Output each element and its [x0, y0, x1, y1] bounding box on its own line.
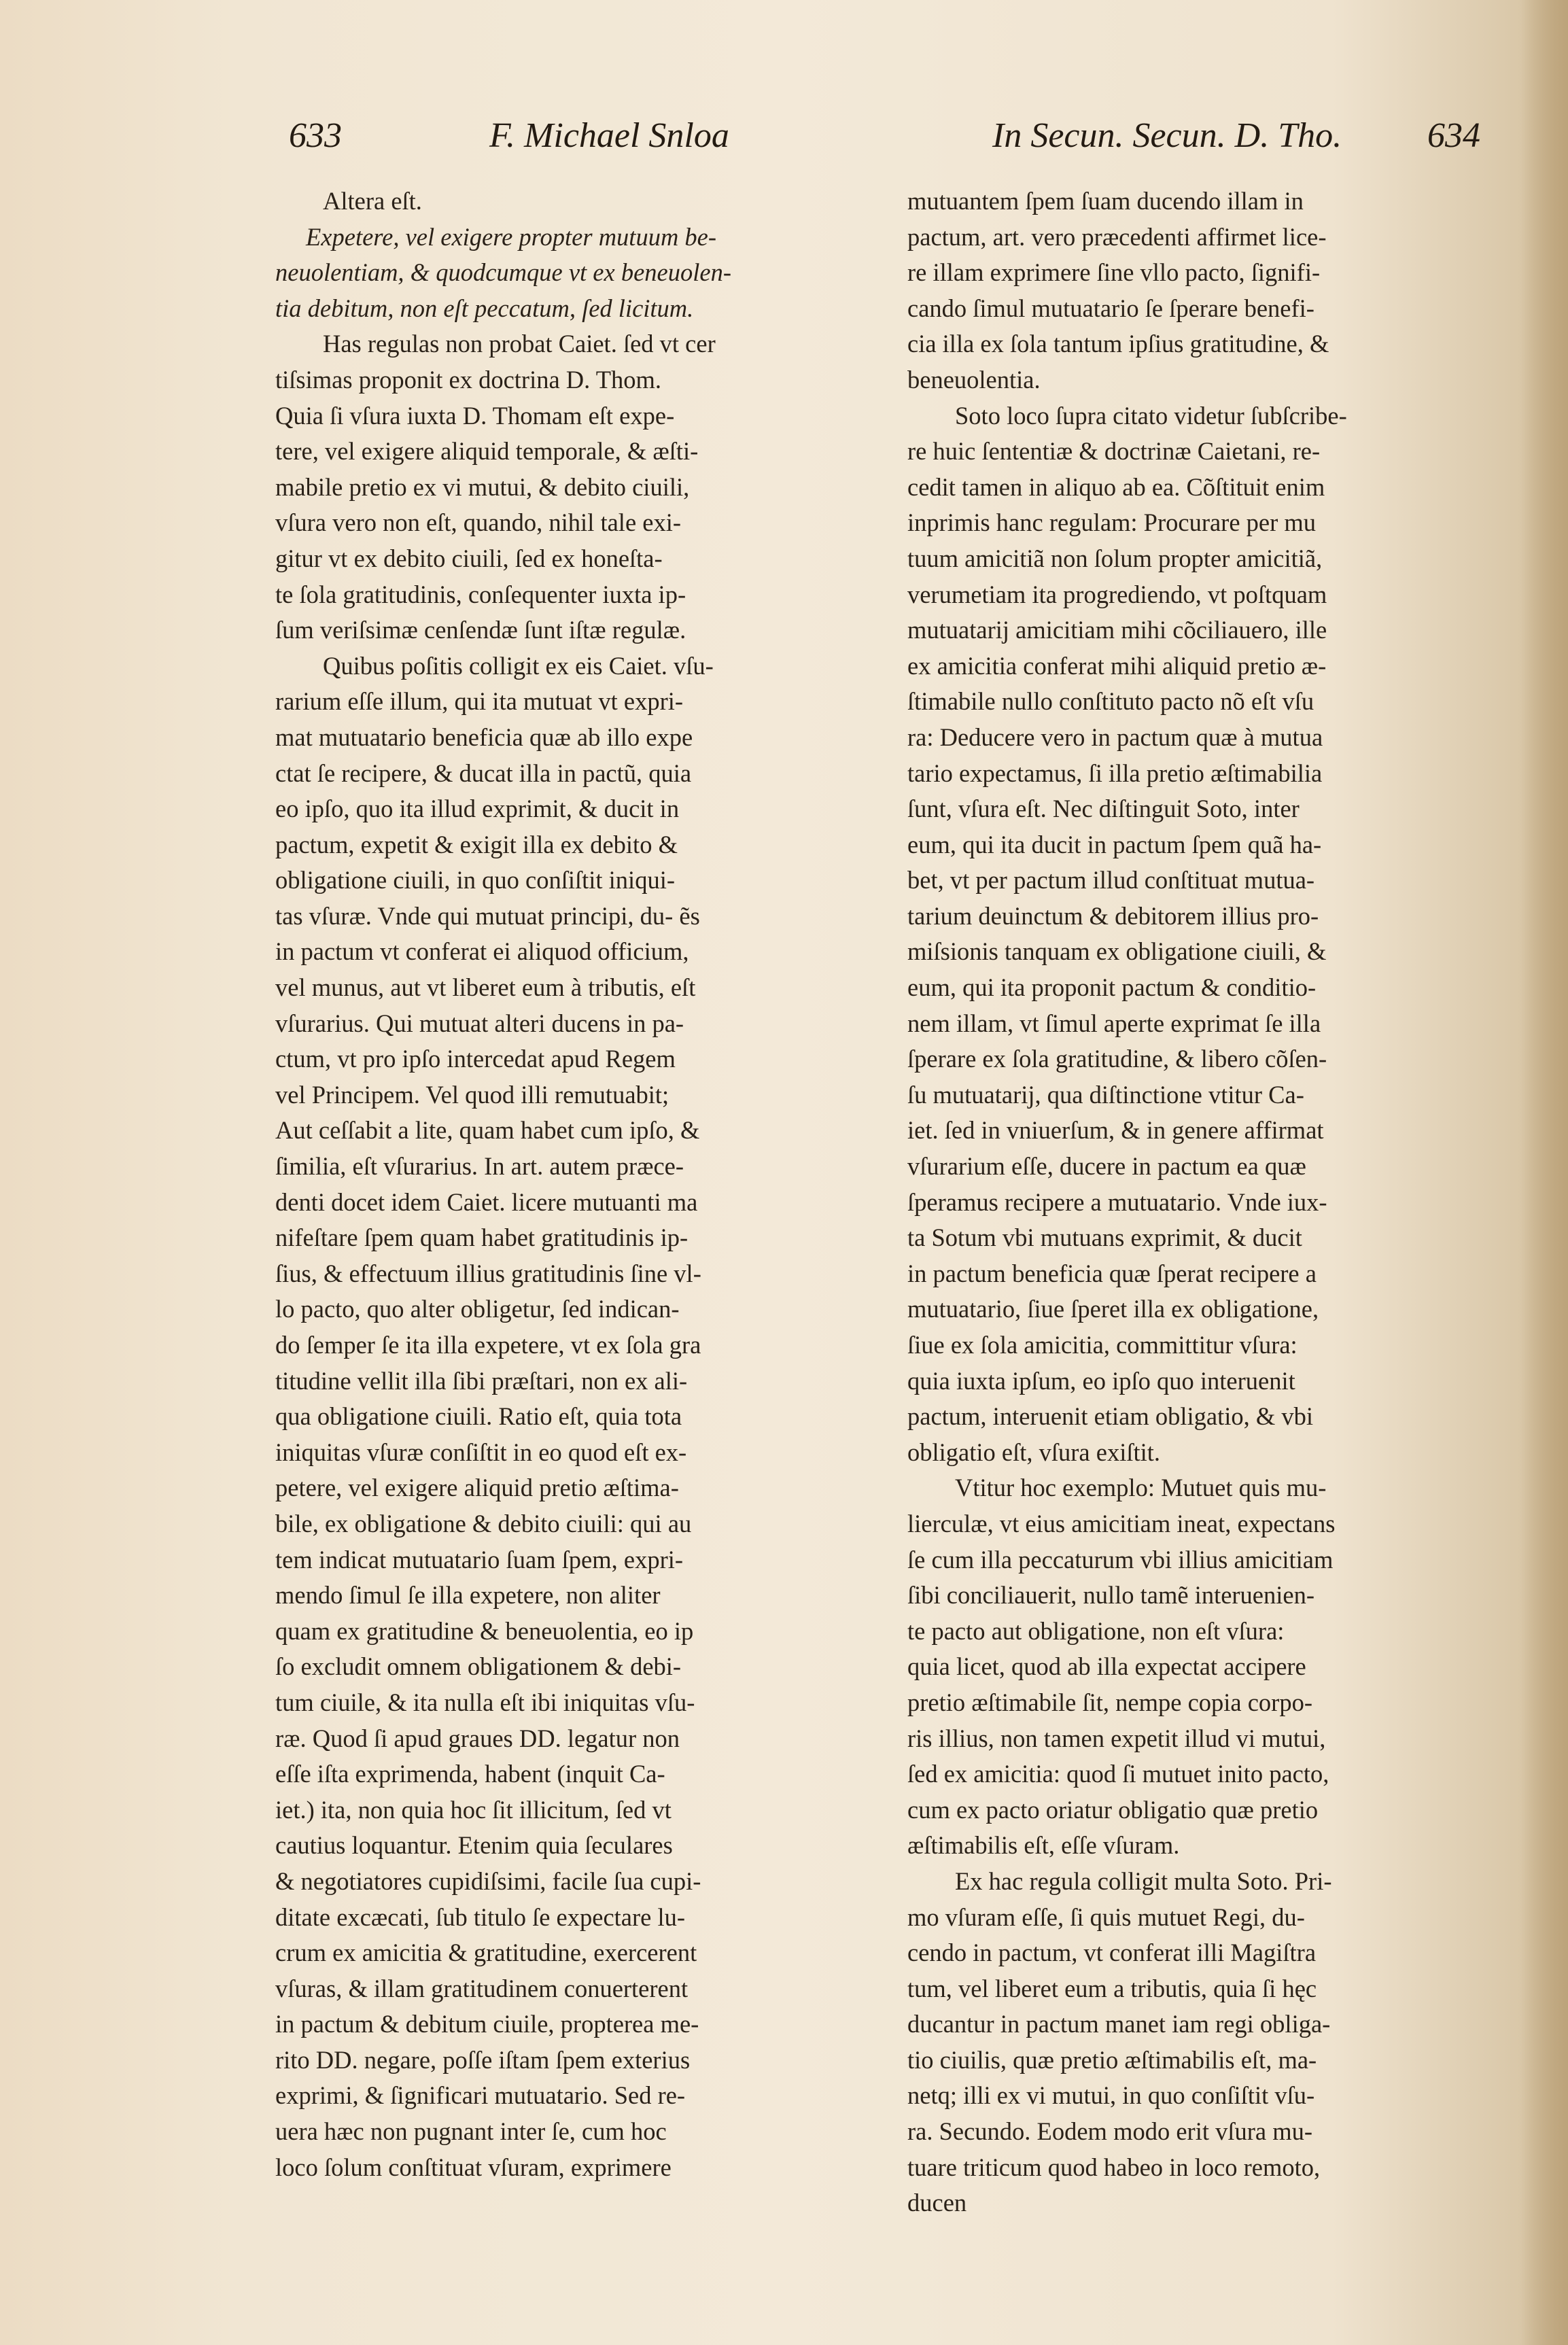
- text-line: obligatio eſt, vſura exiſtit.: [907, 1438, 1161, 1466]
- text-line: neuolentiam, & quodcumque vt ex beneuolen-: [275, 258, 731, 287]
- text-line: quia licet, quod ab illa expectat accipere: [907, 1652, 1306, 1681]
- text-line: te ſola gratitudinis, conſequenter iuxta ip-: [275, 580, 686, 608]
- page-edge-shadow: [1520, 0, 1568, 2345]
- text-line: ſimilia, eſt vſurarius. In art. autem præce-: [275, 1152, 684, 1181]
- text-line: ſed ex amicitia: quod ſi mutuet inito pacto,: [907, 1760, 1329, 1788]
- text-line: tuare triticum quod habeo in loco remoto,: [907, 2153, 1321, 2181]
- text-line: vſurarium eſſe, ducere in pactum ea quæ: [907, 1152, 1306, 1181]
- text-line: ditate excæcati, ſub titulo ſe expectare lu-: [275, 1903, 686, 1931]
- text-line: & negotiatores cupidiſsimi, facile ſua cupi-: [275, 1866, 701, 1895]
- text-line: pretio æſtimabile ſit, nempe copia corpo-: [907, 1688, 1312, 1716]
- text-line: lo pacto, quo alter obligetur, ſed indican-: [275, 1295, 680, 1323]
- text-line: quia iuxta ipſum, eo ipſo quo interuenit: [907, 1366, 1295, 1395]
- text-line: ctat ſe recipere, & ducat illa in pactũ, quia: [275, 759, 692, 787]
- text-line: ſiue ex ſola amicitia, committitur vſura:: [907, 1331, 1297, 1359]
- right-running-title: In Secun. Secun. D. Tho.: [992, 116, 1342, 155]
- text-line: uera hæc non pugnant inter ſe, cum hoc: [275, 2117, 667, 2146]
- text-line: Altera eſt.: [323, 187, 422, 215]
- text-line: ſibi conciliauerit, nullo tamẽ interuenien-: [907, 1581, 1315, 1610]
- text-line: vſura vero non eſt, quando, nihil tale exi-: [275, 508, 682, 537]
- text-line: loco ſolum conſtituat vſuram, exprimere: [275, 2153, 672, 2181]
- text-line: obligatione ciuili, in quo conſiſtit iniqui-: [275, 866, 675, 894]
- text-line: cedit tamen in aliquo ab ea. Cõſtituit enim: [907, 472, 1325, 501]
- text-line: mendo ſimul ſe illa expetere, non aliter: [275, 1581, 661, 1610]
- text-line: eum, qui ita proponit pactum & conditio-: [907, 973, 1317, 1002]
- text-line: pactum, expetit & exigit illa ex debito &: [275, 830, 678, 858]
- text-line: cendo in pactum, vt conferat illi Magiſtra: [907, 1939, 1317, 1967]
- text-line: ſu mutuatarij, qua diſtinctione vtitur Ca-: [907, 1080, 1304, 1109]
- left-page-number: 633: [289, 116, 342, 155]
- text-line: tario expectamus, ſi illa pretio æſtimabilia: [907, 759, 1323, 787]
- text-line: Expetere, vel exigere propter mutuum be-: [306, 222, 717, 251]
- text-line: mabile pretio ex vi mutui, & debito ciuili,: [275, 472, 690, 501]
- text-line: Aut ceſſabit a lite, quam habet cum ipſo, &: [275, 1116, 700, 1145]
- text-line: do ſemper ſe ita illa expetere, vt ex ſola gra: [275, 1331, 701, 1359]
- text-line: qua obligatione ciuili. Ratio eſt, quia tota: [275, 1402, 682, 1431]
- text-line: ſius, & effectuum illius gratitudinis ſine vl-: [275, 1259, 701, 1287]
- text-line: nifeſtare ſpem quam habet gratitudinis ip-: [275, 1223, 689, 1252]
- text-line: in pactum beneficia quæ ſperat recipere a: [907, 1259, 1317, 1287]
- text-line: lierculæ, vt eius amicitiam ineat, expectans: [907, 1509, 1336, 1538]
- text-line: ſunt, vſura eſt. Nec diſtinguit Soto, inter: [907, 795, 1300, 823]
- text-line: inprimis hanc regulam: Procurare per mu: [907, 508, 1317, 537]
- text-line: Vtitur hoc exemplo: Mutuet quis mu-: [955, 1474, 1327, 1502]
- text-line: tia debitum, non eſt peccatum, ſed licitum.: [275, 294, 694, 322]
- text-line: mutuantem ſpem ſuam ducendo illam in: [907, 187, 1304, 215]
- text-line: iet. ſed in vniuerſum, & in genere affirmat: [907, 1116, 1324, 1145]
- text-line: ſperare ex ſola gratitudine, & libero cõſen-: [907, 1045, 1327, 1073]
- text-line: petere, vel exigere aliquid pretio æſtima-: [275, 1474, 679, 1502]
- right-page-number: 634: [1427, 116, 1480, 155]
- text-line: ſtimabile nullo conſtituto pacto nõ eſt vſu: [907, 687, 1314, 716]
- text-line: vel Principem. Vel quod illi remutuabit;: [275, 1080, 669, 1109]
- left-text-column: [275, 184, 860, 2185]
- text-line: cautius loquantur. Etenim quia ſeculares: [275, 1831, 673, 1860]
- left-running-title: F. Michael Snloa: [489, 116, 729, 155]
- text-line: verumetiam ita progrediendo, vt poſtquam: [907, 580, 1327, 608]
- text-line: cia illa ex ſola tantum ipſius gratitudine, &: [907, 330, 1329, 358]
- text-line: te pacto aut obligatione, non eſt vſura:: [907, 1616, 1285, 1645]
- text-line: ris illius, non tamen expetit illud vi mutui,: [907, 1724, 1326, 1752]
- right-text-column: [907, 184, 1499, 2221]
- text-line: tuum amicitiã non ſolum propter amicitiã,: [907, 544, 1323, 572]
- text-line: mo vſuram eſſe, ſi quis mutuet Regi, du-: [907, 1903, 1305, 1931]
- text-line: Ex hac regula colligit multa Soto. Pri-: [955, 1866, 1332, 1895]
- text-line: ſperamus recipere a mutuatario. Vnde iux-: [907, 1187, 1327, 1216]
- text-line: cum ex pacto oriatur obligatio quæ pretio: [907, 1795, 1319, 1824]
- text-line: ta Sotum vbi mutuans exprimit, & ducit: [907, 1223, 1302, 1252]
- text-line: re illam exprimere ſine vllo pacto, ſignifi-: [907, 258, 1321, 287]
- text-line: Quia ſi vſura iuxta D. Thomam eſt expe-: [275, 401, 675, 430]
- text-line: nem illam, vt ſimul aperte exprimat ſe illa: [907, 1009, 1321, 1037]
- text-line: ex amicitia conferat mihi aliquid pretio æ-: [907, 651, 1327, 680]
- text-line: netq; illi ex vi mutui, in quo conſiſtit vſu-: [907, 2081, 1315, 2110]
- text-line: pactum, art. vero præcedenti affirmet lice-: [907, 222, 1327, 251]
- text-line: re huic ſententiæ & doctrinæ Caietani, re-: [907, 437, 1321, 466]
- text-line: vſurarius. Qui mutuat alteri ducens in pa-: [275, 1009, 684, 1037]
- text-line: bile, ex obligatione & debito ciuili: qui au: [275, 1509, 692, 1538]
- text-line: ræ. Quod ſi apud graues DD. legatur non: [275, 1724, 680, 1752]
- text-line: beneuolentia.: [907, 365, 1041, 394]
- text-line: iniquitas vſuræ conſiſtit in eo quod eſt ex-: [275, 1438, 687, 1466]
- text-line: Quibus poſitis colligit ex eis Caiet. vſu-: [323, 651, 714, 680]
- text-line: bet, vt per pactum illud conſtituat mutua-: [907, 866, 1315, 894]
- text-line: tas vſuræ. Vnde qui mutuat principi, du- ẽs: [275, 901, 700, 930]
- text-line: rarium eſſe illum, qui ita mutuat vt expri-: [275, 687, 684, 716]
- text-line: denti docet idem Caiet. licere mutuanti ma: [275, 1187, 698, 1216]
- text-line: tem indicat mutuatario ſuam ſpem, expri-: [275, 1545, 684, 1574]
- text-line: crum ex amicitia & gratitudine, exercerent: [275, 1939, 697, 1967]
- text-line: ctum, vt pro ipſo intercedat apud Regem: [275, 1045, 676, 1073]
- text-line: eum, qui ita ducit in pactum ſpem quã ha-: [907, 830, 1322, 858]
- text-line: ducen: [907, 2189, 967, 2217]
- text-line: tum ciuile, & ita nulla eſt ibi iniquitas vſu-: [275, 1688, 695, 1716]
- text-line: eſſe iſta exprimenda, habent (inquit Ca-: [275, 1760, 665, 1788]
- text-line: ra. Secundo. Eodem modo erit vſura mu-: [907, 2117, 1313, 2146]
- text-line: quam ex gratitudine & beneuolentia, eo ip: [275, 1616, 694, 1645]
- text-line: tio ciuilis, quæ pretio æſtimabilis eſt, ma-: [907, 2045, 1317, 2074]
- text-line: tere, vel exigere aliquid temporale, & æſti-: [275, 437, 699, 466]
- text-line: mutuatarij amicitiam mihi cõciliauero, ille: [907, 616, 1327, 644]
- text-line: exprimi, & ſignificari mutuatario. Sed re-: [275, 2081, 686, 2110]
- text-line: mat mutuatario beneficia quæ ab illo expe: [275, 723, 693, 751]
- text-line: iet.) ita, non quia hoc ſit illicitum, ſed vt: [275, 1795, 672, 1824]
- text-line: miſsionis tanquam ex obligatione ciuili, &: [907, 937, 1327, 966]
- text-line: ducantur in pactum manet iam regi obliga-: [907, 2010, 1331, 2038]
- text-line: tarium deuinctum & debitorem illius pro-: [907, 901, 1319, 930]
- running-header: [285, 116, 1488, 170]
- text-line: tum, vel liberet eum a tributis, quia ſi hęc: [907, 1974, 1317, 2002]
- text-line: vel munus, aut vt liberet eum à tributis, eſt: [275, 973, 696, 1002]
- text-line: Has regulas non probat Caiet. ſed vt cer: [323, 330, 716, 358]
- text-line: ſe cum illa peccaturum vbi illius amicitiam: [907, 1545, 1334, 1574]
- text-line: ſo excludit omnem obligationem & debi-: [275, 1652, 682, 1681]
- text-line: in pactum & debitum ciuile, propterea me-: [275, 2010, 699, 2038]
- text-line: eo ipſo, quo ita illud exprimit, & ducit in: [275, 795, 680, 823]
- text-line: titudine vellit illa ſibi præſtari, non ex ali-: [275, 1366, 688, 1395]
- text-line: pactum, interuenit etiam obligatio, & vbi: [907, 1402, 1314, 1431]
- text-line: cando ſimul mutuatario ſe ſperare benefi-: [907, 294, 1314, 322]
- text-line: in pactum vt conferat ei aliquod officium,: [275, 937, 689, 966]
- text-line: ſum veriſsimæ cenſendæ ſunt iſtæ regulæ.: [275, 616, 686, 644]
- text-line: rito DD. negare, poſſe iſtam ſpem exterius: [275, 2045, 691, 2074]
- text-line: vſuras, & illam gratitudinem conuerterent: [275, 1974, 689, 2002]
- text-line: ra: Deducere vero in pactum quæ à mutua: [907, 723, 1323, 751]
- text-line: Soto loco ſupra citato videtur ſubſcribe-: [955, 401, 1347, 430]
- text-line: mutuatario, ſiue ſperet illa ex obligatione,: [907, 1295, 1319, 1323]
- text-line: æſtimabilis eſt, eſſe vſuram.: [907, 1831, 1180, 1860]
- text-line: tiſsimas proponit ex doctrina D. Thom.: [275, 365, 662, 394]
- text-line: gitur vt ex debito ciuili, ſed ex honeſta-: [275, 544, 663, 572]
